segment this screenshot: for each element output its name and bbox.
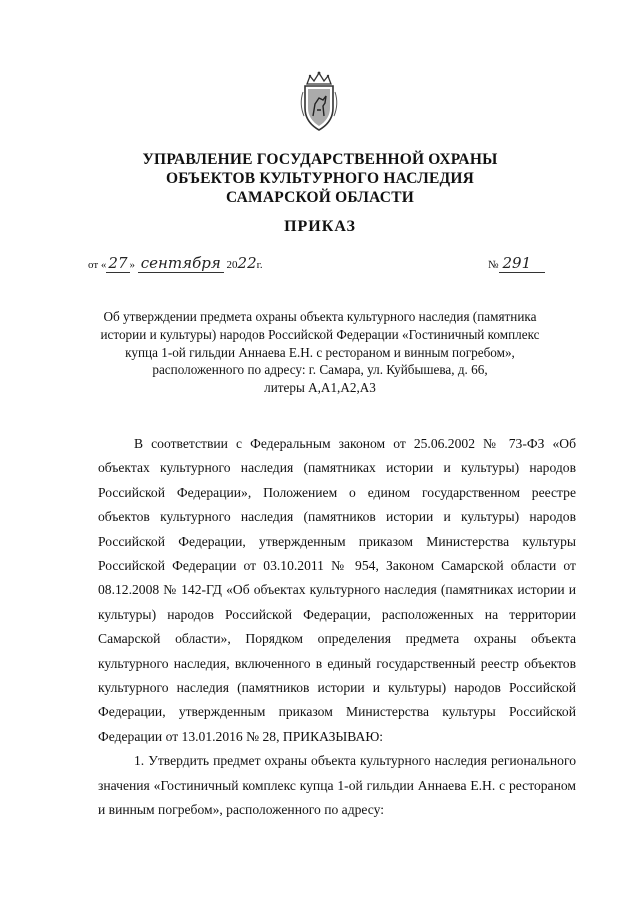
coat-of-arms-icon xyxy=(293,70,345,136)
agency-line-1: УПРАВЛЕНИЕ ГОСУДАРСТВЕННОЙ ОХРАНЫ xyxy=(142,151,498,168)
document-date xyxy=(88,254,263,273)
subject-line-2: истории и культуры) народов Российской Федерации «Гостиничный комплекс xyxy=(100,326,540,342)
agency-line-3: САМАРСКОЙ ОБЛАСТИ xyxy=(225,189,414,206)
document-type: ПРИКАЗ xyxy=(284,218,356,235)
date-day: 27 xyxy=(108,254,128,272)
number-value: 291 xyxy=(499,254,546,273)
agency-line-2: ОБЪЕКТОВ КУЛЬТУРНОГО НАСЛЕДИЯ xyxy=(165,170,475,187)
subject-line-3: купца 1-ой гильдии Аннаева Е.Н. с рестораном и винным погребом», xyxy=(125,344,515,360)
date-suffix: г. xyxy=(256,259,263,271)
number-label: № xyxy=(488,259,499,271)
order-item-1: 1. Утвердить предмет охраны объекта культурного наследия регионального значения «Гостиничный комплекс купца 1-ой гильдии Аннаева Е.Н. с рестораном и винным погребом», расположенного по адресу: xyxy=(98,753,576,818)
date-prefix: от « xyxy=(88,259,107,271)
document-body xyxy=(98,432,576,823)
document-subject xyxy=(92,308,548,397)
subject-line-1: Об утверждении предмета охраны объекта культурного наследия (памятника xyxy=(103,309,537,324)
subject-line-5: литеры А,А1,А2,А3 xyxy=(264,380,376,396)
subject-line-4: расположенного по адресу: г. Самара, ул. Куйбышева, д. 66, xyxy=(152,362,488,378)
date-mid: » xyxy=(129,259,136,271)
date-year-prefix: 20 xyxy=(226,259,238,271)
date-year-suffix: 22 xyxy=(237,254,257,272)
agency-name xyxy=(0,150,640,207)
date-month: сентября xyxy=(138,254,224,273)
document-number xyxy=(488,254,545,273)
preamble-paragraph: В соответствии с Федеральным законом от 25.06.2002 № 73-ФЗ «Об объектах культурного наследия (памятниках истории и культуры) народов Российской Федерации», Положением о едином государственном реестре объектов культурного наследия (памятников истории и культуры) народов Российской Федерации, утвержденным приказом Министерства культуры Российской Федерации от 03.10.2011 № 954, Законом Самарской области от 08.12.2008 № 142-ГД «Об объектах культурного наследия (памятниках истории и культуры) народов Российской Федерации, расположенных на территории Самарской области», Порядком определения предмета охраны объекта культурного наследия, включенного в единый государственный реестр объектов культурного наследия (памятников истории и культуры) народов Российской Федерации, утвержденным приказом Министерства культуры Российской Федерации от 13.01.2016 № 28, ПРИКАЗЫВАЮ: xyxy=(98,436,576,744)
